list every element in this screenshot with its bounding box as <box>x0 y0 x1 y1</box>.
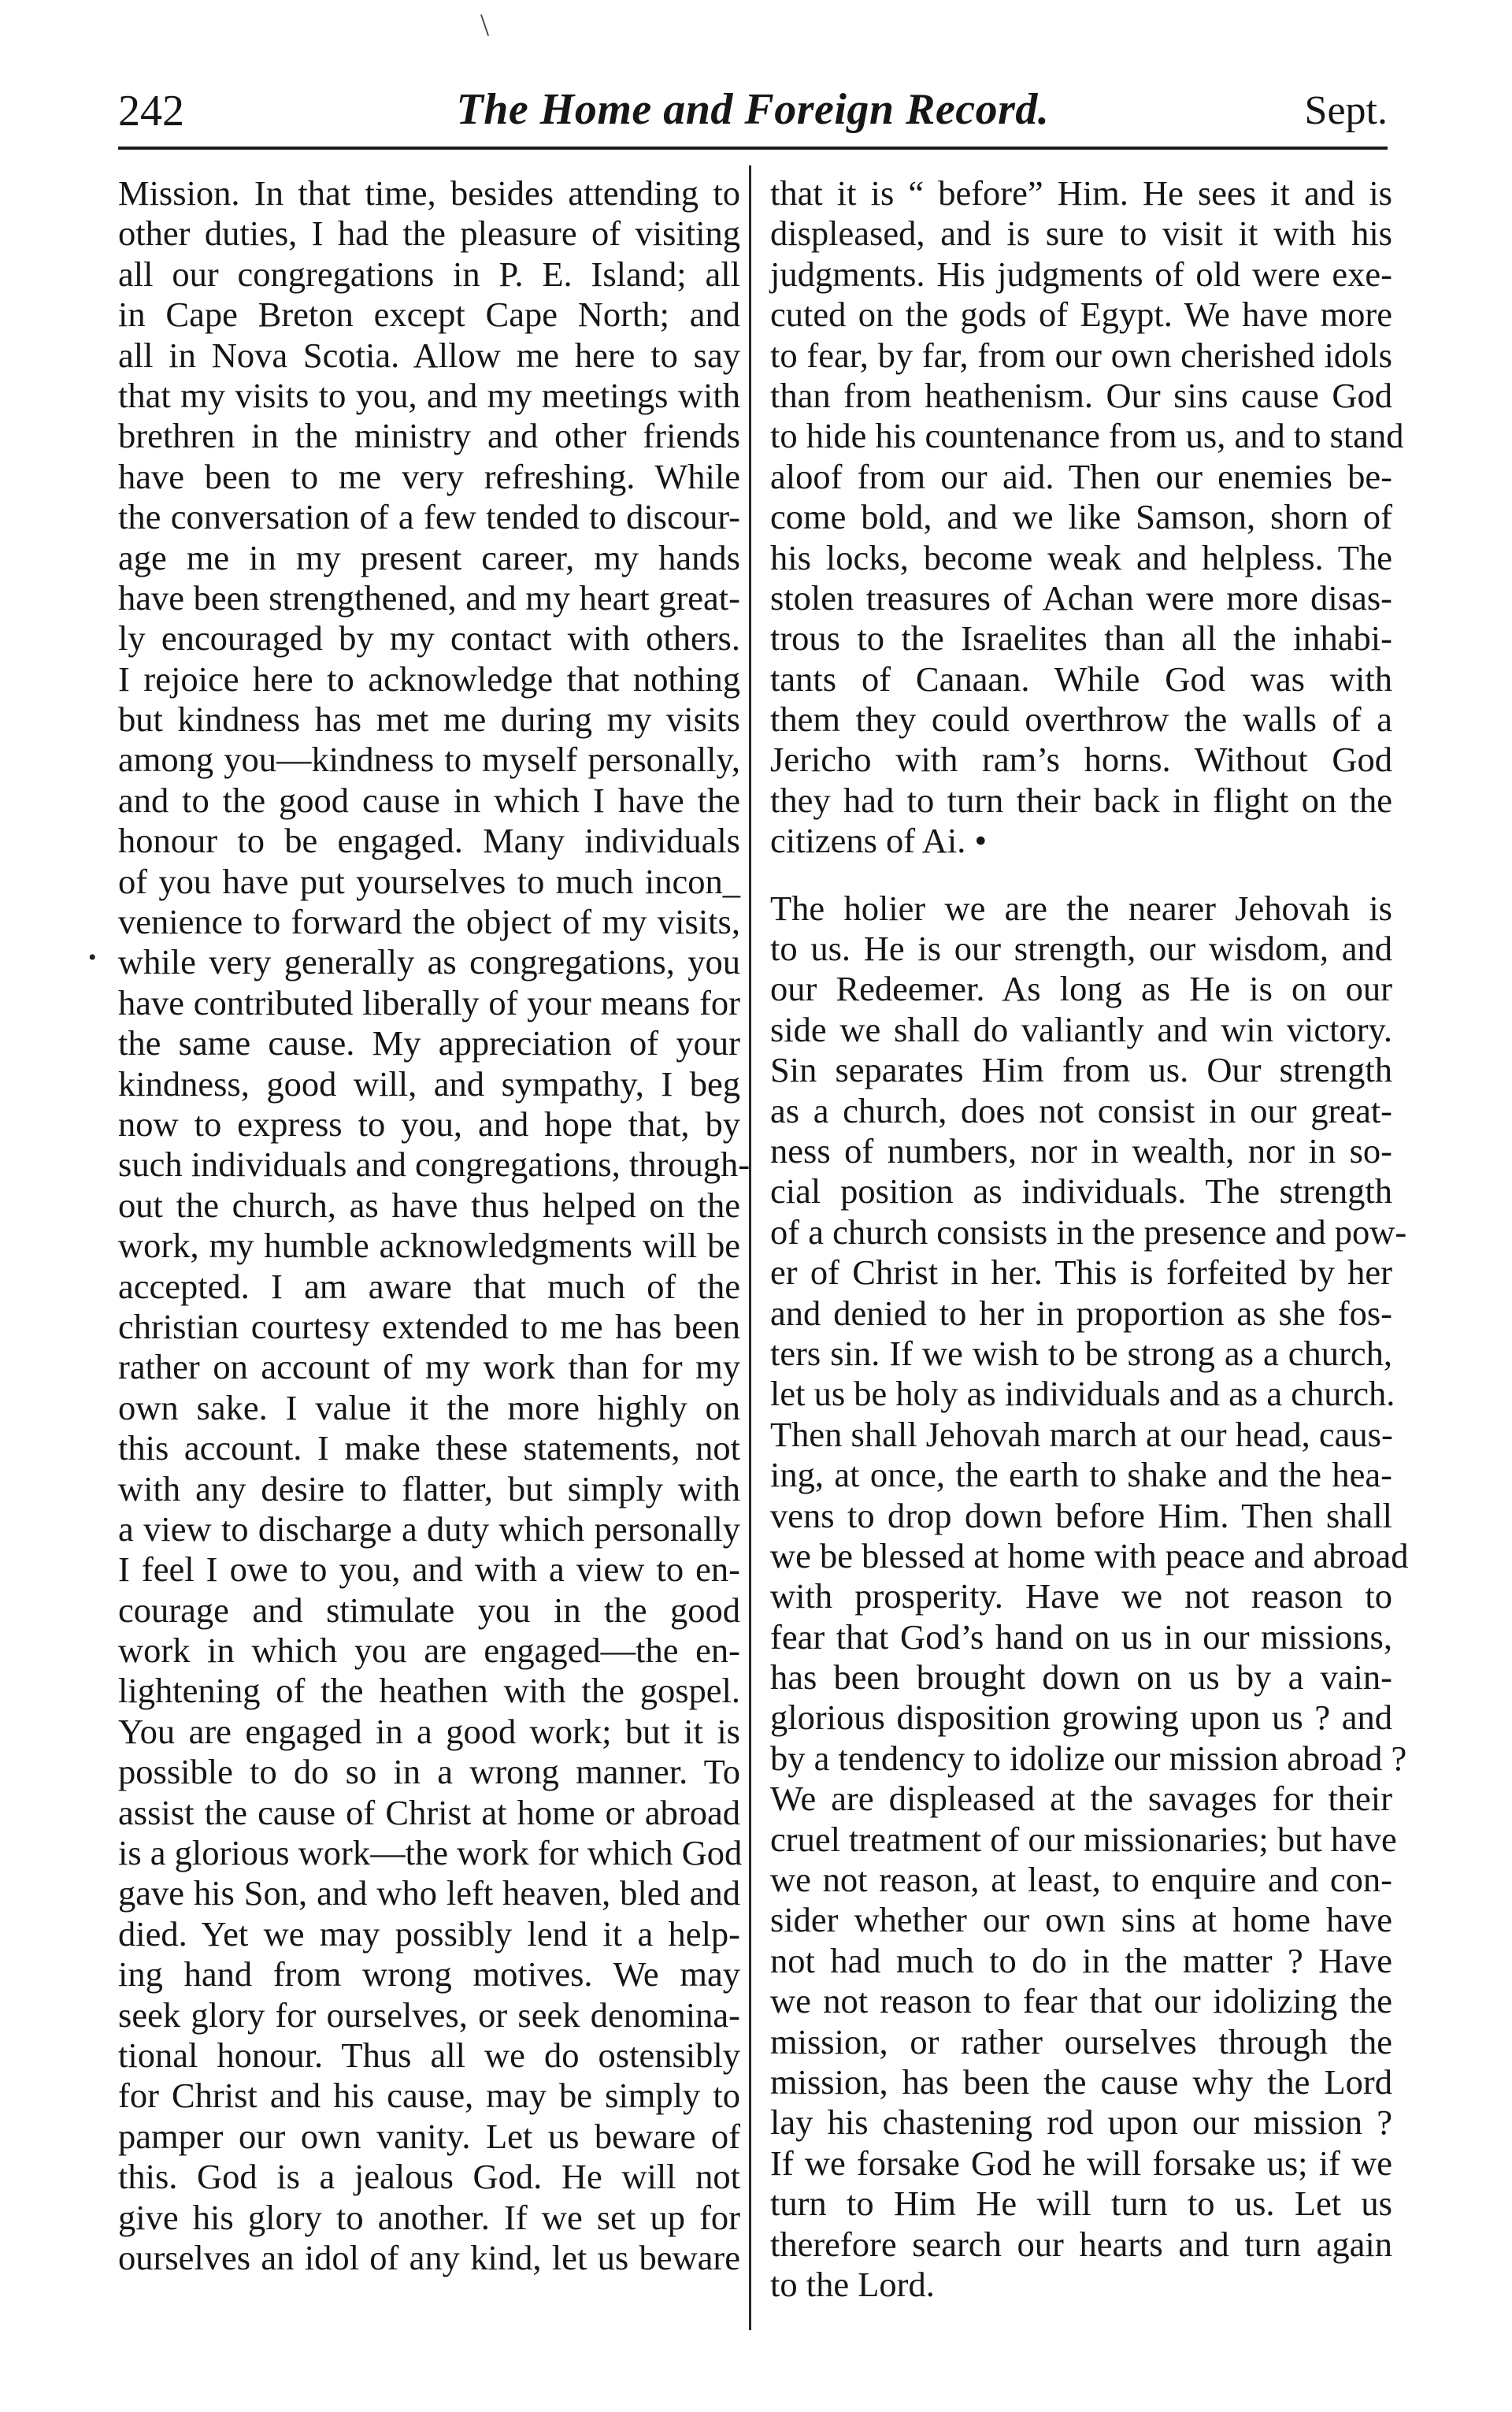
running-header <box>118 76 1388 150</box>
text-line: to us. He is our strength, our wisdom, and <box>770 929 1392 969</box>
column-rule <box>749 165 751 2330</box>
text-line: side we shall do valiantly and win victory. <box>770 1009 1392 1049</box>
right-column-paragraph-2 <box>770 888 1409 2306</box>
text-line: If we forsake God he will forsake us; if we <box>770 2143 1392 2183</box>
text-line: in Cape Breton except Cape North; and <box>118 295 740 335</box>
text-line: this. God is a jealous God. He will not <box>118 2157 740 2197</box>
text-line: trous to the Israelites than all the inhabi- <box>770 618 1392 659</box>
text-line: I feel I owe to you, and with a view to en- <box>118 1549 740 1590</box>
text-line: cuted on the gods of Egypt. We have more <box>770 295 1392 335</box>
text-line: lay his chastening rod upon our mission ? <box>770 2102 1392 2143</box>
text-line: rather on account of my work than for my <box>118 1347 740 1387</box>
text-line: judgments. His judgments of old were exe- <box>770 254 1392 294</box>
text-line: of a church consists in the presence and pow- <box>770 1212 1407 1252</box>
text-line: Mission. In that time, besides attending to <box>118 173 740 213</box>
text-line: that my visits to you, and my meetings with <box>118 375 740 415</box>
text-line: vens to drop down before Him. Then shall <box>770 1495 1392 1535</box>
text-line: while very generally as congregations, you <box>118 942 740 982</box>
text-line: ing, at once, the earth to shake and the hea- <box>770 1455 1392 1495</box>
text-line: aloof from our aid. Then our enemies be- <box>770 456 1392 496</box>
text-line: but kindness has met me during my visits <box>118 699 740 740</box>
text-line: mission, has been the cause why the Lord <box>770 2061 1392 2102</box>
text-line: Jericho with ram’s horns. Without God <box>770 740 1392 780</box>
text-line: with any desire to flatter, but simply with <box>118 1468 740 1508</box>
text-line: tional honour. Thus all we do ostensibly <box>118 2035 740 2075</box>
text-line: ness of numbers, nor in wealth, nor in so- <box>770 1130 1392 1171</box>
text-line: accepted. I am aware that much of the <box>118 1266 740 1306</box>
text-line: therefore search our hearts and turn again <box>770 2224 1392 2264</box>
text-line: venience to forward the object of my visits, <box>118 902 740 942</box>
text-line: come bold, and we like Samson, shorn of <box>770 497 1392 537</box>
text-line: and denied to her in proportion as she fos- <box>770 1293 1392 1333</box>
text-line: as a church, does not consist in our great- <box>770 1090 1392 1130</box>
text-line: now to express to you, and hope that, by <box>118 1104 740 1144</box>
text-line: have contributed liberally of your means for <box>118 982 740 1022</box>
text-line: turn to Him He will turn to us. Let us <box>770 2184 1392 2224</box>
text-line: the conversation of a few tended to discour- <box>118 497 740 537</box>
text-line: gave his Son, and who left heaven, bled and <box>118 1873 740 1913</box>
text-line: citizens of Ai. • <box>770 821 988 861</box>
text-line: er of Christ in her. This is forfeited by her <box>770 1252 1392 1293</box>
text-line: than from heathenism. Our sins cause God <box>770 375 1392 415</box>
text-line: work in which you are engaged—the en- <box>118 1631 740 1671</box>
running-title: The Home and Foreign Record. <box>456 85 1050 134</box>
text-line: to fear, by far, from our own cherished idols <box>770 335 1392 375</box>
text-line: cial position as individuals. The strength <box>770 1171 1392 1212</box>
page-number: 242 <box>118 87 184 135</box>
margin-bullet-mark: • <box>88 944 97 970</box>
text-line: out the church, as have thus helped on the <box>118 1185 740 1225</box>
text-line: the same cause. My appreciation of your <box>118 1023 740 1063</box>
text-line: all in Nova Scotia. Allow me here to say <box>118 335 740 375</box>
text-line: all our congregations in P. E. Island; all <box>118 254 740 294</box>
text-line: died. Yet we may possibly lend it a help- <box>118 1913 740 1954</box>
paragraph-gap <box>770 862 1392 889</box>
text-line: they had to turn their back in flight on the <box>770 780 1392 820</box>
text-line: with prosperity. Have we not reason to <box>770 1576 1392 1616</box>
text-line: we be blessed at home with peace and abroad <box>770 1535 1409 1575</box>
text-line: have been strengthened, and my heart great- <box>118 577 740 618</box>
text-line: possible to do so in a wrong manner. To <box>118 1752 740 1792</box>
left-column-paragraph <box>118 173 750 2278</box>
text-line: of you have put yourselves to much incon_ <box>118 861 740 901</box>
text-line: displeased, and is sure to visit it with his <box>770 213 1392 254</box>
text-line: cruel treatment of our missionaries; but have <box>770 1819 1397 1859</box>
text-line: not had much to do in the matter ? Have <box>770 1940 1392 1980</box>
text-line: lightening of the heathen with the gospel. <box>118 1671 740 1711</box>
text-line: have been to me very refreshing. While <box>118 456 740 496</box>
text-line: own sake. I value it the more highly on <box>118 1387 740 1427</box>
text-line: mission, or rather ourselves through the <box>770 2021 1392 2061</box>
text-line: sider whether our own sins at home have <box>770 1900 1392 1940</box>
text-line: this account. I make these statements, not <box>118 1428 740 1468</box>
text-line: them they could overthrow the walls of a <box>770 699 1392 740</box>
text-line: and to the good cause in which I have the <box>118 780 740 820</box>
text-line: ly encouraged by my contact with others. <box>118 618 740 659</box>
text-line: honour to be engaged. Many individuals <box>118 821 740 861</box>
text-line: pamper our own vanity. Let us beware of <box>118 2116 740 2156</box>
text-line: has been brought down on us by a vain- <box>770 1657 1392 1698</box>
text-line: to hide his countenance from us, and to stand <box>770 416 1404 456</box>
right-column-paragraph-1 <box>770 173 1404 862</box>
text-line: Then shall Jehovah march at our head, caus- <box>770 1414 1393 1454</box>
text-line: give his glory to another. If we set up for <box>118 2197 740 2237</box>
text-line: our Redeemer. As long as He is on our <box>770 969 1392 1009</box>
text-line: kindness, good will, and sympathy, I beg <box>118 1063 740 1104</box>
text-line: let us be holy as individuals and as a church. <box>770 1374 1395 1414</box>
text-line: glorious disposition growing upon us ? and <box>770 1698 1392 1738</box>
text-line: You are engaged in a good work; but it is <box>118 1711 740 1751</box>
text-line: I rejoice here to acknowledge that nothing <box>118 659 740 699</box>
text-line: The holier we are the nearer Jehovah is <box>770 888 1392 928</box>
text-line: We are displeased at the savages for their <box>770 1779 1392 1819</box>
text-line: assist the cause of Christ at home or abroad <box>118 1792 740 1832</box>
left-column <box>118 173 750 2278</box>
text-line: his locks, become weak and helpless. The <box>770 537 1392 577</box>
text-line: ters sin. If we wish to be strong as a church, <box>770 1333 1392 1373</box>
text-line: by a tendency to idolize our mission abroad ? <box>770 1738 1407 1778</box>
text-line: such individuals and congregations, through- <box>118 1145 750 1185</box>
text-line: we not reason to fear that our idolizing the <box>770 1981 1392 2021</box>
text-line: Sin separates Him from us. Our strength <box>770 1050 1392 1090</box>
text-line: work, my humble acknowledgments will be <box>118 1226 740 1266</box>
text-line: among you—kindness to myself personally, <box>118 740 740 780</box>
text-line: seek glory for ourselves, or seek denomina- <box>118 1995 740 2035</box>
text-line: fear that God’s hand on us in our missions, <box>770 1616 1392 1657</box>
text-line: stolen treasures of Achan were more disas- <box>770 577 1392 618</box>
text-line: brethren in the ministry and other friends <box>118 416 740 456</box>
text-line: we not reason, at least, to enquire and con- <box>770 1860 1392 1900</box>
text-line: other duties, I had the pleasure of visiting <box>118 213 740 254</box>
text-line: ing hand from wrong motives. We may <box>118 1954 740 1995</box>
running-month: Sept. <box>1304 88 1388 133</box>
right-column <box>770 173 1409 2305</box>
text-line: for Christ and his cause, may be simply to <box>118 2076 740 2116</box>
text-line: ourselves an idol of any kind, let us beware <box>118 2237 740 2277</box>
text-line: age me in my present career, my hands <box>118 537 740 577</box>
text-line: that it is “ before” Him. He sees it and is <box>770 173 1392 213</box>
text-line: a view to discharge a duty which personally <box>118 1508 740 1549</box>
text-line: christian courtesy extended to me has been <box>118 1306 740 1346</box>
text-line: courage and stimulate you in the good <box>118 1590 740 1630</box>
text-line: is a glorious work—the work for which God <box>118 1833 743 1873</box>
text-line: tants of Canaan. While God was with <box>770 659 1392 699</box>
text-line: to the Lord. <box>770 2264 935 2304</box>
stray-ink-mark: \ <box>480 7 490 43</box>
